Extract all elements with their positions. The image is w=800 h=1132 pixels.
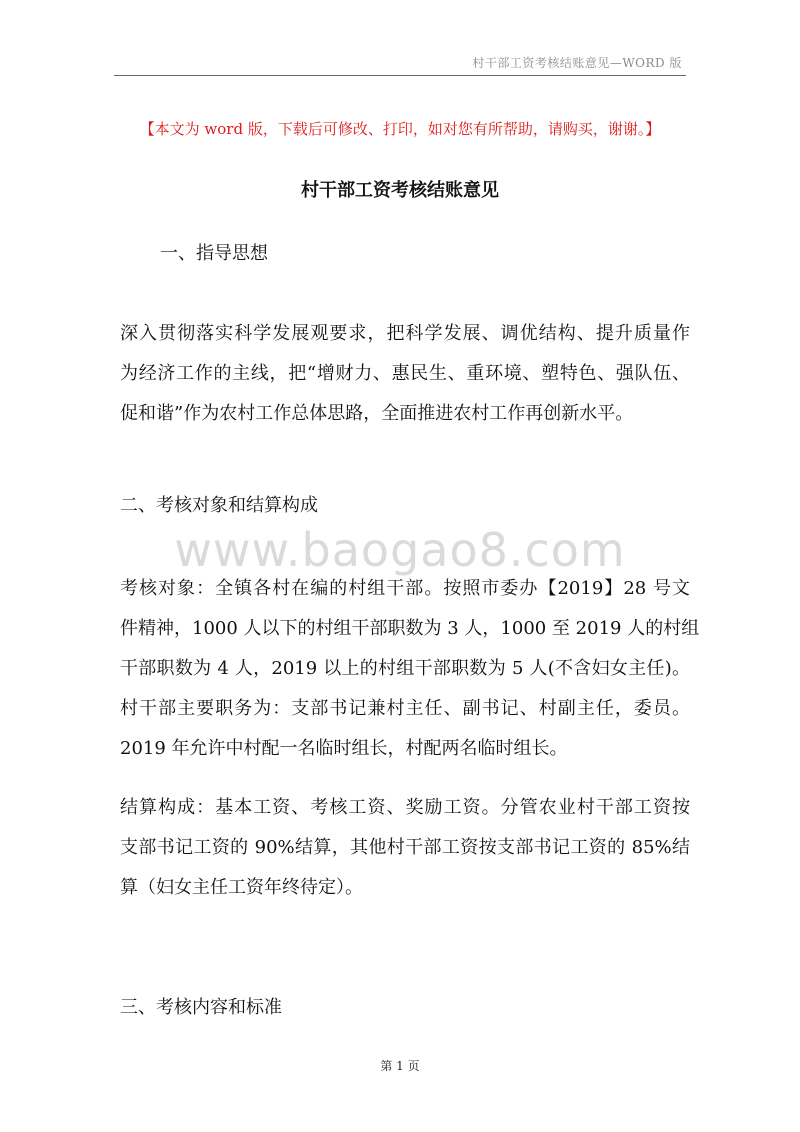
paragraph-line: 村干部主要职务为：支部书记兼村主任、副书记、村副主任，委员。 [120, 698, 690, 719]
running-header: 村干部工资考核结账意见—WORD 版 [472, 56, 682, 70]
section-heading-guiding-ideology: 一、指导思想 [160, 243, 268, 264]
section-heading-content-standards: 三、考核内容和标准 [120, 997, 282, 1018]
paragraph-line: 促和谐”作为农村工作总体思路，全面推进农村工作再创新水平。 [120, 403, 634, 424]
paragraph-assessment-targets [120, 569, 700, 769]
document-title: 村干部工资考核结账意见 [301, 180, 499, 201]
paragraph-line: 深入贯彻落实科学发展观要求，把科学发展、调优结构、提升质量作 [120, 323, 690, 344]
paragraph-line: 件精神，1000 人以下的村组干部职数为 3 人，1000 至 2019 人的村组 [120, 618, 700, 639]
watermark: www.baogao8.com [174, 523, 626, 577]
word-version-notice: 【本文为 word 版，下载后可修改、打印，如对您有所帮助，请购买，谢谢。】 [139, 120, 661, 138]
paragraph-line: 考核对象：全镇各村在编的村组干部。按照市委办【2019】28 号文 [120, 578, 690, 599]
page-number: 第 1 页 [380, 1059, 420, 1073]
paragraph-settlement-structure [120, 788, 690, 908]
header-divider [114, 75, 686, 76]
paragraph-line: 算（妇女主任工资年终待定）。 [120, 877, 363, 898]
paragraph-line: 2019 年允许中村配一名临时组长，村配两名临时组长。 [120, 738, 568, 759]
paragraph-guiding-ideology [120, 314, 690, 434]
paragraph-line: 结算构成：基本工资、考核工资、奖励工资。分管农业村干部工资按 [120, 797, 690, 818]
section-heading-assessment-targets: 二、考核对象和结算构成 [120, 495, 318, 516]
paragraph-line: 干部职数为 4 人，2019 以上的村组干部职数为 5 人(不含妇女主任)。 [120, 658, 690, 679]
paragraph-line: 支部书记工资的 90%结算，其他村干部工资按支部书记工资的 85%结 [120, 837, 690, 858]
paragraph-line: 为经济工作的主线，把“增财力、惠民生、重环境、塑特色、强队伍、 [120, 363, 690, 384]
